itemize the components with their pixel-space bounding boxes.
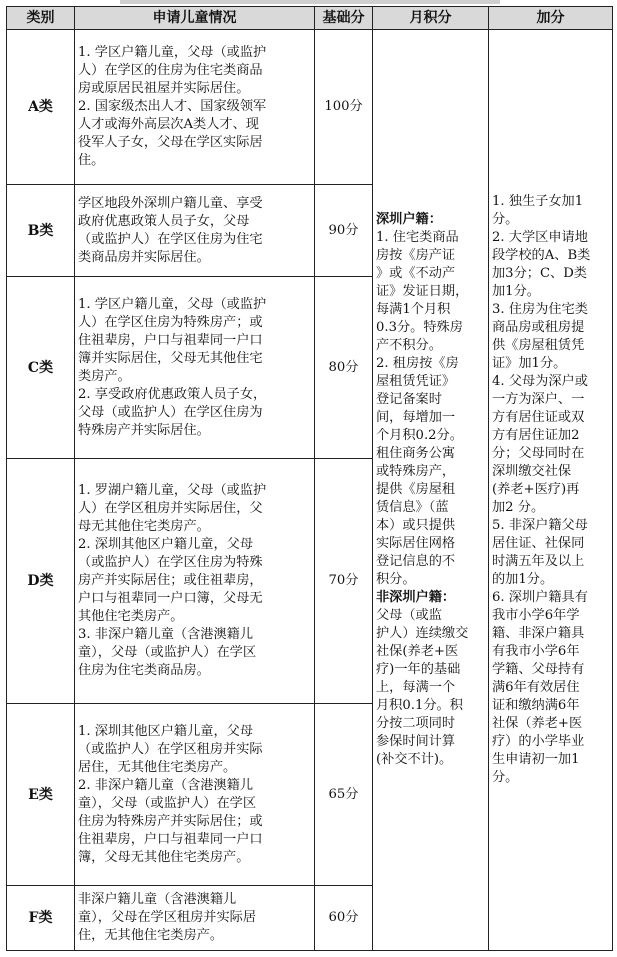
situation-line: 户口与祖辈同一户口簿，父母无 bbox=[78, 591, 263, 606]
bonus-line: 方有居住证加2 bbox=[492, 428, 580, 443]
monthly-line: 产不积分。 bbox=[376, 338, 442, 353]
bonus-line: 加1分。 bbox=[492, 284, 540, 299]
bonus-line: 疗）的小学毕业 bbox=[492, 734, 585, 749]
bonus-line: 深圳缴交社保 bbox=[492, 464, 572, 479]
bonus-line: 证和缴纳满6年 bbox=[492, 698, 580, 713]
monthly-line: 月积0.1分。积 bbox=[376, 698, 463, 713]
bonus-line: 3. 住房为住宅类 bbox=[492, 302, 588, 317]
situation-line: （或监护人）在学区住房为住宅 bbox=[78, 231, 263, 247]
monthly-line: 租住商务公寓 bbox=[376, 446, 456, 461]
bonus-line: 加3分；C、D类 bbox=[492, 266, 587, 281]
situation-line: 居住，无其他住宅类房产。 bbox=[78, 759, 237, 775]
monthly-line: 每满1个月积 bbox=[376, 302, 451, 317]
base-score-cell: 65分 bbox=[315, 704, 373, 886]
admission-points-table bbox=[6, 6, 613, 951]
monthly-line: 社保(养老+医 bbox=[376, 644, 459, 659]
bonus-line: 2. 大学区申请地 bbox=[492, 230, 588, 245]
situation-line: 人）在学区住房为特殊房产；或 bbox=[78, 314, 263, 330]
bonus-line: 学籍、父母持有 bbox=[492, 662, 585, 677]
situation-cell bbox=[75, 277, 315, 459]
bonus-line: 一方为深户、一 bbox=[492, 392, 585, 407]
monthly-line: 1. 住宅类商品 bbox=[376, 230, 459, 245]
situation-line: 类商品房并实际居住。 bbox=[78, 249, 210, 265]
header-base-score: 基础分 bbox=[315, 7, 373, 30]
base-score-cell: 60分 bbox=[315, 886, 373, 951]
monthly-line: 个月积0.2分。 bbox=[376, 428, 463, 443]
situation-line: 类房产。 bbox=[78, 368, 131, 384]
monthly-line: 2. 租房按《房 bbox=[376, 356, 459, 371]
monthly-line: 实际居住网格 bbox=[376, 536, 456, 551]
situation-line: 1. 深圳其他区户籍儿童，父母 bbox=[78, 723, 254, 739]
monthly-line: (补交不计)。 bbox=[376, 752, 453, 767]
situation-line: 住祖辈房，户口与祖辈同一户口 bbox=[78, 332, 263, 348]
table-body bbox=[7, 30, 613, 951]
header-row bbox=[7, 7, 613, 30]
bonus-line: 加2 分。 bbox=[492, 500, 545, 515]
bonus-line: 满6年有效居住 bbox=[492, 680, 580, 695]
situation-line: 其他住宅类房产。 bbox=[78, 609, 184, 624]
situation-line: 学区地段外深圳户籍儿童、享受 bbox=[78, 195, 263, 211]
situation-line: 1. 罗湖户籍儿童，父母（或监护 bbox=[78, 483, 267, 498]
category-cell: C类 bbox=[7, 277, 75, 459]
monthly-line: 积分。 bbox=[376, 572, 416, 587]
bonus-line: 分；父母同时在 bbox=[492, 446, 585, 461]
base-score-cell: 90分 bbox=[315, 185, 373, 277]
monthly-line: 登记备案时 bbox=[376, 392, 442, 407]
bonus-line: 6. 深圳户籍具有 bbox=[492, 590, 588, 605]
bonus-line: 证》加1分。 bbox=[492, 356, 567, 371]
category-cell: E类 bbox=[7, 704, 75, 886]
monthly-line: 疗)一年的基础 bbox=[376, 662, 461, 677]
situation-line: 人才或海外高层次A类人才、现 bbox=[78, 117, 259, 132]
header-situation: 申请儿童情况 bbox=[75, 7, 315, 30]
monthly-line: 间，每增加一 bbox=[376, 410, 456, 425]
situation-cell bbox=[75, 185, 315, 277]
situation-line: 童），父母（或监护人）在学区 bbox=[78, 795, 257, 811]
situation-line: 住房为住宅类商品房。 bbox=[78, 663, 210, 678]
monthly-line: 0.3分。特殊房 bbox=[376, 320, 463, 335]
situation-line: 2. 非深户籍儿童（含港澳籍儿 bbox=[78, 777, 254, 793]
base-score-cell: 70分 bbox=[315, 459, 373, 704]
bonus-line: 4. 父母为深户或 bbox=[492, 374, 588, 389]
situation-line: 1. 学区户籍儿童，父母（或监护 bbox=[78, 45, 267, 60]
situation-line: （或监护人）在学区租房并实际 bbox=[78, 741, 263, 757]
bonus-line: 时满五年及以上 bbox=[492, 554, 585, 569]
bonus-line: 商品房或租房提 bbox=[492, 320, 585, 335]
bonus-line: 分。 bbox=[492, 770, 519, 785]
table-row bbox=[7, 30, 613, 185]
situation-line: 父母（或监护人）在学区住房为 bbox=[78, 404, 263, 420]
bonus-line: 的加1分。 bbox=[492, 572, 554, 587]
base-score-cell: 100分 bbox=[315, 30, 373, 185]
situation-line: 母无其他住宅类房产。 bbox=[78, 519, 210, 534]
monthly-line: 登记信息的不 bbox=[376, 554, 456, 569]
monthly-line: 证》发证日期， bbox=[376, 284, 469, 299]
bonus-points-cell bbox=[489, 30, 613, 951]
top-cropped-strip bbox=[120, 0, 500, 4]
monthly-line: 本）或只提供 bbox=[376, 518, 456, 533]
bonus-line: 1. 独生子女加1 bbox=[492, 194, 584, 209]
bonus-line: 我市小学6年学 bbox=[492, 608, 580, 623]
situation-line: 役军人子女，父母在学区实际居 bbox=[78, 135, 263, 150]
situation-line: 簿，父母无其他住宅类房产。 bbox=[78, 849, 250, 865]
bonus-line: 供《房屋租赁凭 bbox=[492, 338, 585, 353]
monthly-line: 或特殊房产， bbox=[376, 464, 456, 479]
situation-line: 住。 bbox=[78, 153, 105, 168]
situation-line: 住房为特殊房产并实际居住；或 bbox=[78, 813, 263, 829]
situation-line: 人）在学区的住房为住宅类商品 bbox=[78, 63, 263, 78]
category-cell: D类 bbox=[7, 459, 75, 704]
header-bonus-points: 加分 bbox=[489, 7, 613, 30]
monthly-points-cell bbox=[373, 30, 489, 951]
category-cell: F类 bbox=[7, 886, 75, 951]
situation-line: 房或原居民祖屋并实际居住。 bbox=[78, 81, 250, 96]
situation-line: 童），父母（或监护人）在学区 bbox=[78, 645, 257, 660]
situation-line: 3. 非深户籍儿童（含港澳籍儿 bbox=[78, 627, 254, 642]
situation-line: 政府优惠政策人员子女，父母 bbox=[78, 213, 250, 229]
monthly-line: 分按二项同时 bbox=[376, 716, 456, 731]
bonus-line: 社保（养老+医 bbox=[492, 716, 583, 731]
header-monthly-points: 月积分 bbox=[373, 7, 489, 30]
monthly-line: 提供《房屋租 bbox=[376, 482, 456, 497]
monthly-section-heading: 深圳户籍： bbox=[376, 212, 442, 227]
situation-line: 房产并实际居住；或住祖辈房， bbox=[78, 573, 263, 588]
situation-cell bbox=[75, 30, 315, 185]
situation-line: 簿并实际居住，父母无其他住宅 bbox=[78, 350, 263, 366]
situation-line: 童），父母在学区租房并实际居 bbox=[78, 910, 257, 925]
category-cell: B类 bbox=[7, 185, 75, 277]
situation-line: （或监护人）在学区住房为特殊 bbox=[78, 555, 263, 570]
category-cell: A类 bbox=[7, 30, 75, 185]
situation-line: 2. 享受政府优惠政策人员子女， bbox=[78, 386, 267, 402]
bonus-line: 生申请初一加1 bbox=[492, 752, 580, 767]
bonus-line: 籍、非深户籍具 bbox=[492, 626, 585, 641]
bonus-line: 段学校的A、B类 bbox=[492, 248, 591, 263]
monthly-line: 上，每满一个 bbox=[376, 680, 456, 695]
situation-cell bbox=[75, 459, 315, 704]
monthly-section-heading: 非深圳户籍： bbox=[376, 590, 456, 605]
bonus-line: 5. 非深户籍父母 bbox=[492, 518, 588, 533]
situation-line: 住祖辈房，户口与祖辈同一户口 bbox=[78, 831, 263, 847]
bonus-line: 方有居住证或双 bbox=[492, 410, 585, 425]
bonus-line: 分。 bbox=[492, 212, 519, 227]
monthly-line: 房按《房产证 bbox=[376, 248, 456, 263]
situation-line: 非深户籍儿童（含港澳籍儿 bbox=[78, 892, 237, 907]
bonus-line: 有我市小学6年 bbox=[492, 644, 580, 659]
monthly-line: 赁信息》（蓝 bbox=[376, 500, 449, 515]
situation-line: 人）在学区租房并实际居住，父 bbox=[78, 501, 263, 516]
situation-line: 2. 深圳其他区户籍儿童，父母 bbox=[78, 537, 254, 552]
situation-line: 特殊房产并实际居住。 bbox=[78, 422, 210, 438]
monthly-line: 屋租赁凭证》 bbox=[376, 374, 456, 389]
situation-line: 住，无其他住宅类房产。 bbox=[78, 928, 224, 943]
bonus-line: (养老+医疗)再 bbox=[492, 482, 580, 497]
situation-line: 1. 学区户籍儿童，父母（或监护 bbox=[78, 296, 267, 312]
monthly-line: 参保时间计算 bbox=[376, 734, 456, 749]
base-score-cell: 80分 bbox=[315, 277, 373, 459]
situation-line: 2. 国家级杰出人才、国家级领军 bbox=[78, 99, 267, 114]
situation-cell bbox=[75, 886, 315, 951]
header-category: 类别 bbox=[7, 7, 75, 30]
situation-cell bbox=[75, 704, 315, 886]
monthly-line: 护人）连续缴交 bbox=[376, 626, 469, 641]
monthly-line: 》或《不动产 bbox=[376, 266, 456, 281]
monthly-line: 父母（或监 bbox=[376, 608, 442, 623]
bonus-line: 居住证、社保同 bbox=[492, 536, 585, 551]
